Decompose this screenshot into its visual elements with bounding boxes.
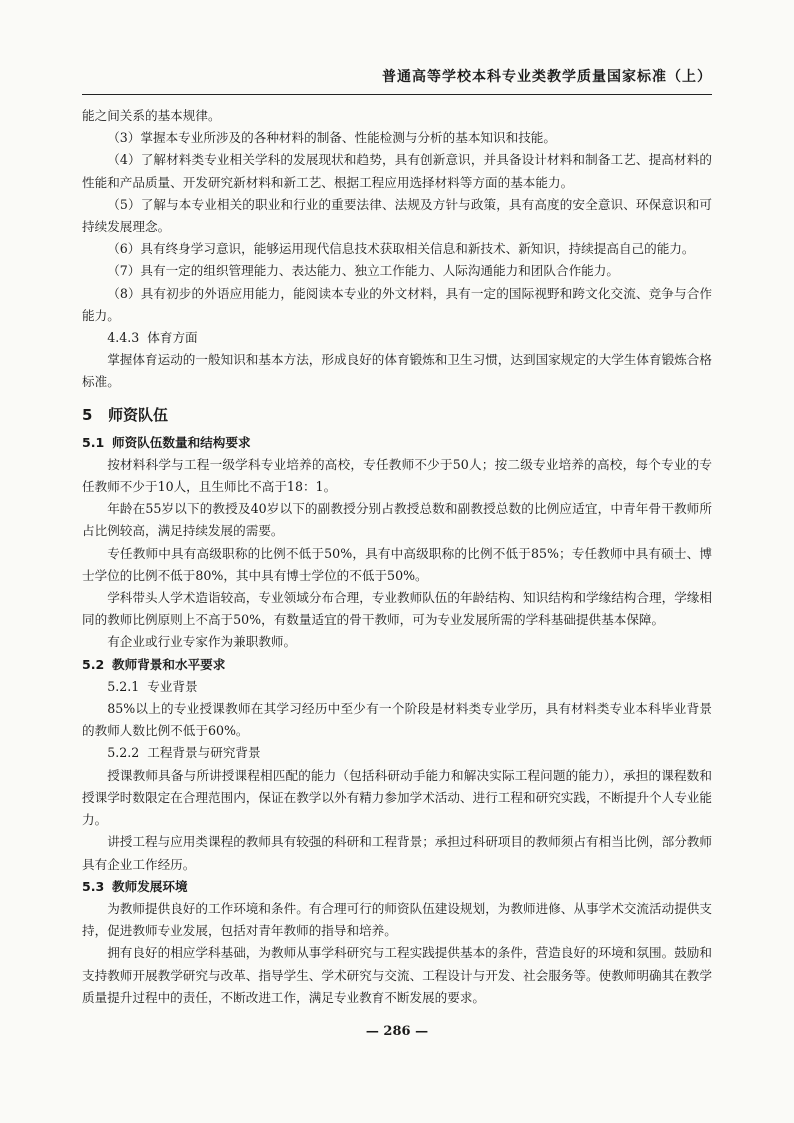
section-number: 5 [82, 405, 93, 424]
subsection-heading-5-3 [82, 876, 712, 898]
paragraph: 有企业或行业专家作为兼职教师。 [107, 634, 297, 650]
subsection-title: 教师背景和水平要求 [112, 656, 226, 672]
running-header: 普通高等学校本科专业类教学质量国家标准（上） [382, 69, 712, 85]
list-item: （3）掌握本专业所涉及的各种材料的制备、性能检测与分析的基本知识和技能。 [107, 130, 556, 146]
paragraph: 授课教师具备与所讲授课程相匹配的能力（包括科研动手能力和解决实际工程问题的能力），承担的课程数和授课学时数限定在合理范围内，保证在教学以外有精力参加学术活动、进行工程和研究实践，不断提升个人专业能力。 [82, 767, 712, 828]
subsection-title: 工程背景与研究背景 [147, 745, 261, 761]
section-title: 师资队伍 [108, 405, 169, 424]
list-item: （5）了解与本专业相关的职业和行业的重要法律、法规及方针与政策，具有高度的安全意识、环保意识和可持续发展理念。 [82, 196, 712, 235]
subsection-number: 5.2 [82, 656, 105, 672]
paragraph: 按材料科学与工程一级学科专业培养的高校，专任教师不少于50人；按二级专业培养的高校，每个专业的专任教师不少于10人，且生师比不高于18：1。 [82, 456, 712, 495]
subsection-title: 体育方面 [147, 330, 198, 346]
subsection-heading-5-2-2 [82, 742, 712, 764]
subsection-title: 教师发展环境 [112, 878, 188, 894]
subsection-heading-5-2-1 [82, 676, 712, 698]
subsection-number: 4.4.3 [107, 330, 140, 346]
paragraph: 专任教师中具有高级职称的比例不低于50%，具有中高级职称的比例不低于85%；专任教师中具有硕士、博士学位的比例不低于80%，其中具有博士学位的不低于50%。 [82, 545, 712, 583]
subsection-number: 5.1 [82, 434, 105, 450]
list-item: （4）了解材料类专业相关学科的发展现状和趋势，具有创新意识，并具备设计材料和制备工艺、提高材料的性能和产品质量、开发研究新材料和新工艺、根据工程应用选择材料等方面的基本能力。 [82, 152, 712, 190]
subsection-title: 师资队伍数量和结构要求 [112, 434, 251, 450]
paragraph: 拥有良好的相应学科基础，为教师从事学科研究与工程实践提供基本的条件，营造良好的环境和氛围。鼓励和支持教师开展教学研究与改革、指导学生、学术研究与交流、工程设计与开发、社会服务等。使教师明确其在教学质量提升过程中的责任，不断改进工作，满足专业教育不断发展的要求。 [82, 945, 712, 1005]
paragraph: 能之间关系的基本规律。 [82, 108, 221, 123]
subsection-number: 5.2.2 [107, 745, 140, 761]
subsection-title: 专业背景 [147, 678, 198, 694]
page-number: — 286 — [365, 1024, 429, 1039]
subsection-heading-4-4-3 [82, 327, 712, 349]
list-item: （7）具有一定的组织管理能力、表达能力、独立工作能力、人际沟通能力和团队合作能力。 [107, 263, 619, 279]
list-item: （8）具有初步的外语应用能力，能阅读本专业的外文材料，具有一定的国际视野和跨文化交流、竞争与合作能力。 [82, 285, 712, 323]
subsection-heading-5-1 [82, 432, 712, 454]
paragraph: 为教师提供良好的工作环境和条件。有合理可行的师资队伍建设规划，为教师进修、从事学术交流活动提供支持，促进教师专业发展，包括对青年教师的指导和培养。 [82, 900, 712, 939]
paragraph: 学科带头人学术造诣较高，专业领域分布合理，专业教师队伍的年龄结构、知识结构和学缘结构合理，学缘相同的教师比例原则上不高于50%，有数量适宜的骨干教师，可为专业发展所需的学科基础提供基本保障。 [82, 590, 712, 628]
paragraph: 讲授工程与应用类课程的教师具有较强的科研和工程背景；承担过科研项目的教师须占有相当比例，部分教师具有企业工作经历。 [82, 834, 712, 872]
subsection-number: 5.2.1 [107, 678, 140, 694]
paragraph: 85%以上的专业授课教师在其学习经历中至少有一个阶段是材料类专业学历，具有材料类专业本科毕业背景的教师人数比例不低于60%。 [82, 701, 712, 739]
list-item: （6）具有终身学习意识，能够运用现代信息技术获取相关信息和新技术、新知识，持续提高自己的能力。 [107, 241, 695, 257]
paragraph: 年龄在55岁以下的教授及40岁以下的副教授分别占教授总数和副教授总数的比例应适宜，中青年骨干教师所占比例较高，满足持续发展的需要。 [82, 501, 712, 539]
paragraph: 掌握体育运动的一般知识和基本方法，形成良好的体育锻炼和卫生习惯，达到国家规定的大学生体育锻炼合格标准。 [82, 352, 712, 390]
header-rule [82, 94, 712, 95]
body-text [82, 105, 712, 1009]
subsection-number: 5.3 [82, 878, 105, 894]
subsection-heading-5-2 [82, 654, 712, 676]
section-heading-5 [82, 404, 712, 426]
